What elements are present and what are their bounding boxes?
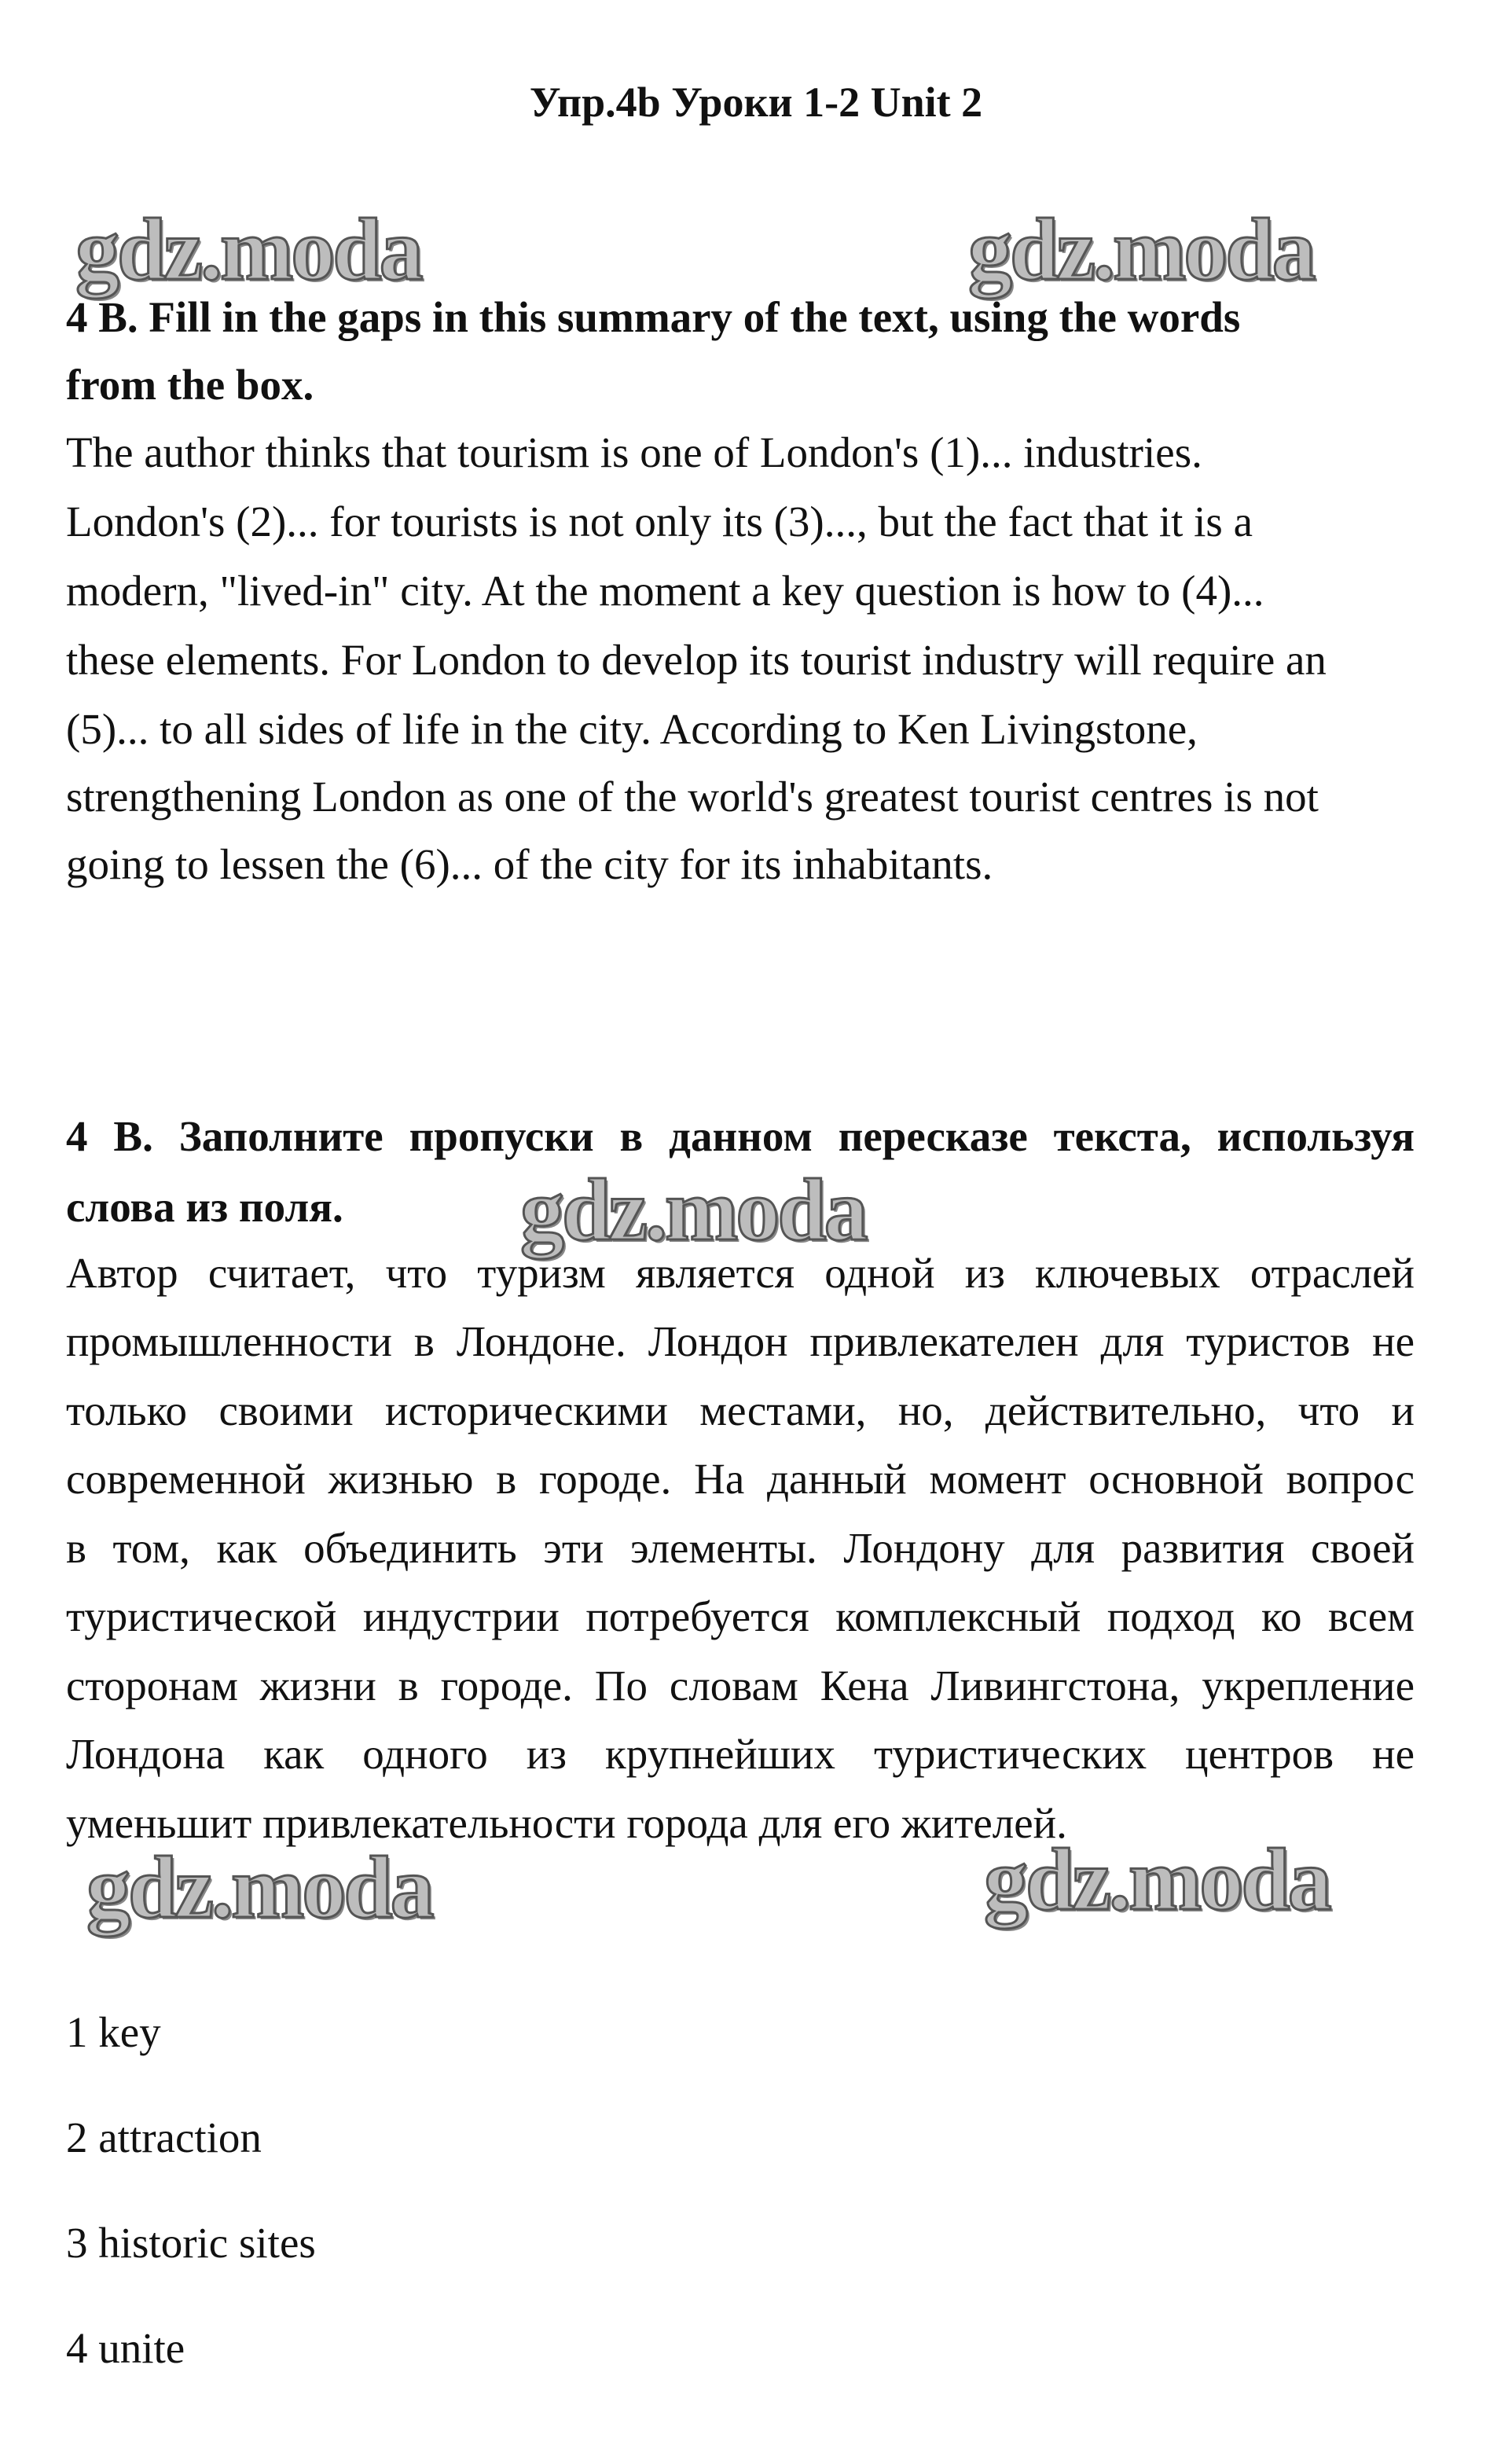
english-heading: 4 B. Fill in the gaps in this summary of the text, using the words	[66, 293, 1241, 341]
watermark-logo: gdz.moda	[968, 201, 1314, 299]
answer-item: 2 attraction	[66, 2113, 262, 2161]
russian-text-line: Лондона как одного из крупнейших туристических центров не	[66, 1730, 1415, 1778]
russian-text-line: туристической индустрии потребуется комплексный подход ко всем	[66, 1592, 1415, 1640]
english-text-line: (5)... to all sides of life in the city. According to Ken Livingstone,	[66, 705, 1198, 753]
russian-text-line: современной жизнью в городе. На данный момент основной вопрос	[66, 1455, 1415, 1503]
watermark-logo: gdz.moda	[984, 1831, 1330, 1929]
english-text-line: going to lessen the (6)... of the city for its inhabitants.	[66, 840, 993, 888]
english-heading: from the box.	[66, 361, 314, 409]
russian-text-line: промышленности в Лондоне. Лондон привлекателен для туристов не	[66, 1317, 1415, 1365]
english-text-line: London's (2)... for tourists is not only its (3)..., but the fact that it is a	[66, 498, 1253, 545]
watermark-logo: gdz.moda	[75, 201, 421, 299]
russian-text-line: сторонам жизни в городе. По словам Кена Ливингстона, укрепление	[66, 1662, 1415, 1709]
russian-text-line: в том, как объединить эти элементы. Лондону для развития своей	[66, 1524, 1415, 1572]
watermark-logo: gdz.moda	[86, 1839, 432, 1937]
answer-item: 1 key	[66, 2008, 161, 2056]
russian-text-line: уменьшит привлекательности города для его жителей.	[66, 1799, 1067, 1847]
russian-heading: 4 В. Заполните пропуски в данном пересказе текста, используя	[66, 1112, 1415, 1160]
page-title: Упр.4b Уроки 1-2 Unit 2	[529, 79, 983, 126]
russian-text-line: Автор считает, что туризм является одной из ключевых отраслей	[66, 1249, 1415, 1297]
russian-text-line: только своими историческими местами, но, действительно, что и	[66, 1386, 1415, 1434]
english-text-line: The author thinks that tourism is one of London's (1)... industries.	[66, 428, 1202, 476]
watermark-logo: gdz.moda	[520, 1162, 866, 1259]
english-text-line: these elements. For London to develop its tourist industry will require an	[66, 636, 1327, 684]
answer-item: 3 historic sites	[66, 2219, 316, 2267]
english-text-line: modern, "lived-in" city. At the moment a key question is how to (4)...	[66, 567, 1264, 615]
russian-heading: слова из поля.	[66, 1183, 343, 1231]
english-text-line: strengthening London as one of the world's greatest tourist centres is not	[66, 773, 1319, 821]
answer-item: 4 unite	[66, 2324, 185, 2372]
